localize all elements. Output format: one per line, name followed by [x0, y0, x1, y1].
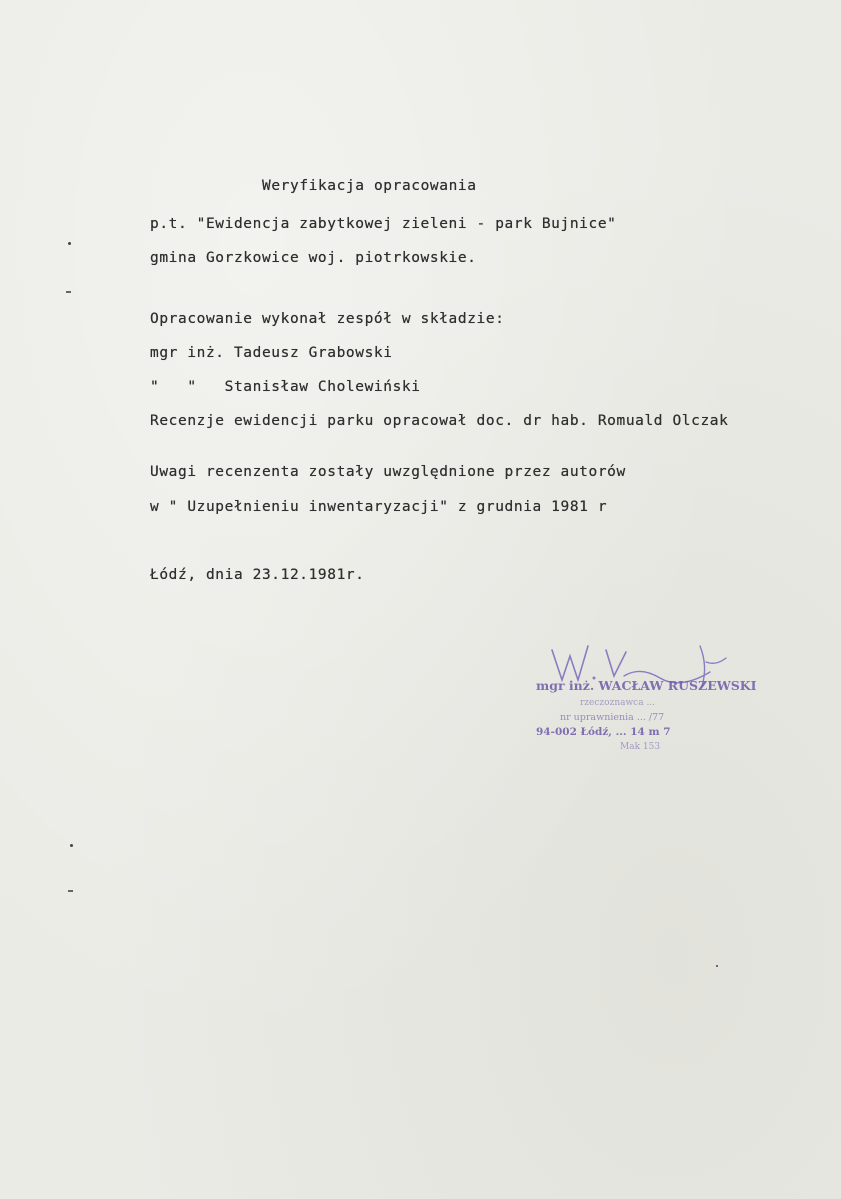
margin-mark — [70, 844, 73, 847]
remarks-line-2: w " Uzupełnieniu inwentaryzacji" z grudnia 1981 r — [150, 499, 608, 515]
stamp-license: nr uprawnienia ... /77 — [560, 712, 665, 723]
remarks-line-1: Uwagi recenzenta zostały uwzględnione przez autorów — [150, 464, 626, 480]
heading-line: Weryfikacja opracowania — [262, 178, 477, 194]
stamp-footer: Mak 153 — [620, 742, 661, 752]
margin-mark — [716, 965, 718, 967]
reviewer-line: Recenzje ewidencji parku opracował doc. dr hab. Romuald Olczak — [150, 413, 729, 429]
stamp-title: rzeczoznawca ... — [580, 698, 656, 708]
stamp-name: mgr inż. WACŁAW RUSZEWSKI — [536, 678, 757, 693]
team-member-1: mgr inż. Tadeusz Grabowski — [150, 345, 393, 361]
rubber-stamp — [520, 676, 780, 766]
margin-mark — [68, 890, 73, 892]
stamp-address: 94-002 Łódź, ... 14 m 7 — [536, 726, 671, 738]
team-member-2: " " Stanisław Cholewiński — [150, 379, 421, 395]
margin-mark — [66, 291, 71, 293]
location-line: gmina Gorzkowice woj. piotrkowskie. — [150, 250, 477, 266]
date-line: Łódź, dnia 23.12.1981r. — [150, 567, 365, 583]
margin-mark — [68, 242, 71, 245]
title-line: p.t. "Ewidencja zabytkowej zieleni - park Bujnice" — [150, 216, 617, 232]
team-intro-line: Opracowanie wykonał zespół w składzie: — [150, 311, 505, 327]
